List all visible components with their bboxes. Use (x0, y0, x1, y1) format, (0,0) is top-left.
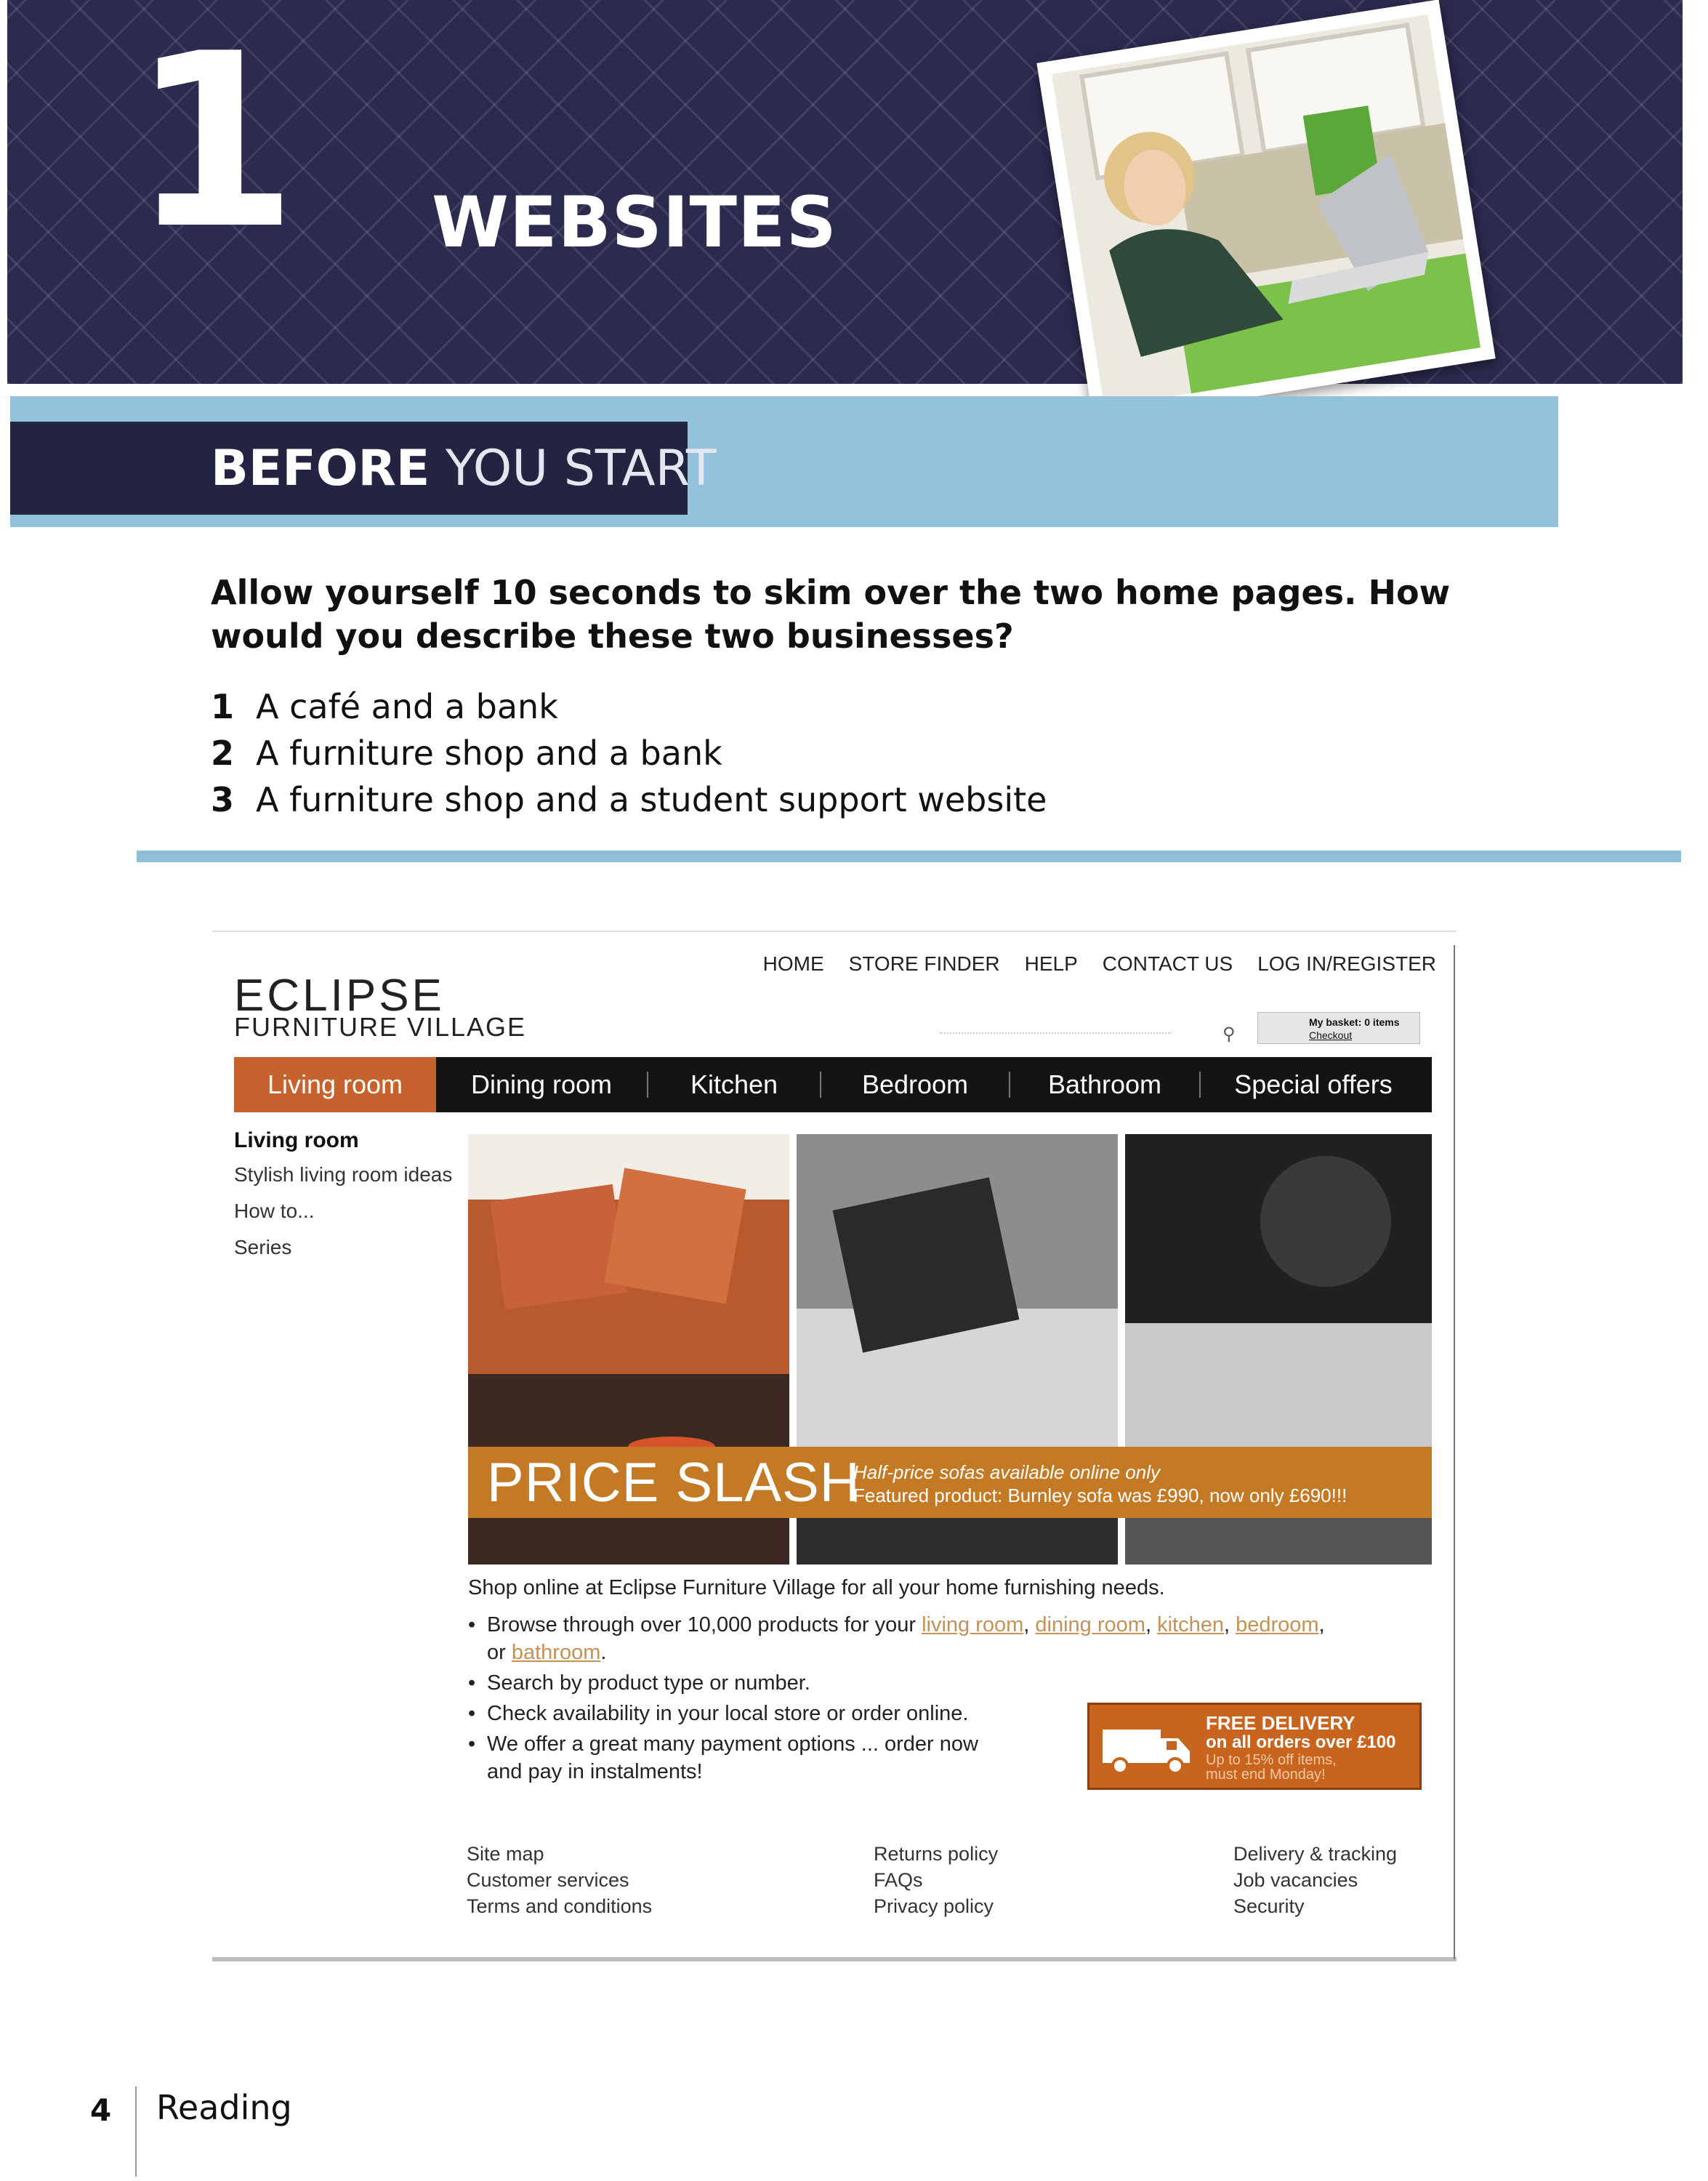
promo-featured-product: Featured product: Burnley sofa was £990, now only £690!!! (853, 1485, 1348, 1506)
footer-link-returns[interactable]: Returns policy (874, 1843, 999, 1865)
nav-help[interactable]: HELP (1024, 952, 1078, 975)
heading-word-you-start: YOU START (445, 440, 717, 497)
bullet-text: Check availability in your local store or order online. (487, 1702, 969, 1725)
scrollbar[interactable] (1454, 945, 1465, 1959)
list-item (468, 1730, 1020, 1786)
footer-divider (135, 2086, 137, 2177)
tab-dining-room[interactable]: Dining room (470, 1069, 613, 1099)
footer-link-privacy[interactable]: Privacy policy (874, 1895, 994, 1917)
answer-number: 3 (211, 780, 235, 819)
website-screenshot (212, 931, 1457, 1959)
footer-link-faqs[interactable]: FAQs (874, 1869, 923, 1891)
footer-link-jobs[interactable]: Job vacancies (1233, 1869, 1358, 1891)
link-dining-room[interactable]: dining room (1035, 1613, 1145, 1636)
intro-text: Shop online at Eclipse Furniture Village for all your home furnishing needs. (468, 1576, 1165, 1599)
bullet-icon: • (468, 1671, 476, 1695)
link-bathroom[interactable]: bathroom (511, 1641, 601, 1664)
free-delivery-banner[interactable] (1087, 1703, 1422, 1790)
bullet-text: Browse through over 10,000 products for your living room, dining room, kitchen, bedroom, or bathroom. (487, 1613, 1325, 1664)
answer-item (211, 687, 1047, 734)
delivery-condition: on all orders over £100 (1206, 1732, 1396, 1752)
bullet-text-instalments: and pay in instalments! (487, 1760, 703, 1783)
tab-living-room[interactable]: Living room (234, 1057, 436, 1112)
footer-link-site-map[interactable]: Site map (467, 1843, 544, 1865)
list-item (468, 1611, 1435, 1666)
delivery-van-icon (1100, 1719, 1194, 1778)
answer-text: A furniture shop and a student support website (256, 780, 1047, 819)
list-item (468, 1669, 1435, 1697)
basket-widget[interactable] (1257, 1012, 1420, 1044)
answer-list (211, 687, 1047, 827)
answer-number: 2 (211, 734, 235, 773)
delivery-title: FREE DELIVERY (1206, 1712, 1355, 1734)
footer-link-customer-services[interactable]: Customer services (467, 1869, 629, 1891)
screenshot-bottom-edge (212, 1957, 1457, 1961)
top-nav (763, 952, 1436, 976)
footer-link-security[interactable]: Security (1233, 1895, 1305, 1917)
answer-text: A furniture shop and a bank (256, 734, 722, 773)
checkout-link[interactable]: Checkout (1309, 1029, 1353, 1041)
sidebar-link-how-to[interactable]: How to... (234, 1200, 315, 1222)
nav-store-finder[interactable]: STORE FINDER (848, 952, 1000, 975)
footer-column (874, 1841, 998, 1919)
category-nav (234, 1057, 1432, 1112)
sidebar-link-stylish-ideas[interactable]: Stylish living room ideas (234, 1163, 453, 1186)
promo-subtitle: Half-price sofas available online only (853, 1461, 1161, 1483)
bullet-icon: • (468, 1613, 476, 1636)
bullet-text-payment: We offer a great many payment options ... order now (487, 1732, 978, 1756)
question-text: Allow yourself 10 seconds to skim over the two home pages. How would you describe these two businesses? (211, 573, 1451, 656)
logo-furniture-village: FURNITURE VILLAGE (234, 1012, 527, 1042)
link-bedroom[interactable]: bedroom (1236, 1613, 1319, 1636)
before-you-start-heading (211, 440, 717, 497)
footer-column (467, 1841, 652, 1919)
answer-item (211, 734, 1047, 780)
tab-kitchen[interactable]: Kitchen (690, 1069, 778, 1099)
footer-link-terms[interactable]: Terms and conditions (467, 1895, 653, 1917)
promo-title: PRICE SLASH (487, 1452, 861, 1514)
search-input[interactable] (939, 1032, 1172, 1034)
footer-column (1233, 1841, 1397, 1919)
unit-number: 1 (131, 2, 298, 281)
answer-number: 1 (211, 687, 235, 726)
price-slash-banner[interactable] (468, 1447, 1432, 1518)
unit-title: WEBSITES (432, 182, 837, 263)
footer-link-delivery[interactable]: Delivery & tracking (1233, 1843, 1398, 1865)
bullet-text-or: or (487, 1641, 506, 1664)
divider-rule (137, 851, 1681, 862)
photo-woman-with-laptop (1036, 0, 1495, 422)
tab-special-offers[interactable]: Special offers (1234, 1069, 1393, 1099)
bullet-text (487, 1730, 978, 1786)
section-label: Reading (156, 2088, 292, 2127)
delivery-small-print-line: Up to 15% off items, (1206, 1752, 1337, 1768)
nav-log-in-register[interactable]: LOG IN/REGISTER (1257, 952, 1436, 975)
delivery-small-print (1206, 1753, 1337, 1782)
page-number: 4 (90, 2092, 112, 2128)
bullet-text-browse: Browse through over 10,000 products for your (487, 1613, 916, 1636)
sidebar-heading: Living room (234, 1128, 359, 1152)
tab-bathroom[interactable]: Bathroom (1047, 1069, 1162, 1099)
bullet-text: Search by product type or number. (487, 1671, 810, 1695)
delivery-small-print-line: must end Monday! (1206, 1767, 1326, 1783)
bullet-icon: • (468, 1702, 476, 1725)
tab-bedroom[interactable]: Bedroom (861, 1069, 969, 1099)
basket-count: My basket: 0 items (1309, 1016, 1400, 1028)
heading-word-before: BEFORE (211, 440, 430, 497)
link-living-room[interactable]: living room (922, 1613, 1024, 1636)
search-icon[interactable]: ⚲ (1222, 1024, 1236, 1044)
nav-contact-us[interactable]: CONTACT US (1102, 952, 1233, 975)
link-kitchen[interactable]: kitchen (1157, 1613, 1224, 1636)
logo-eclipse[interactable]: ECLIPSE (234, 971, 445, 1021)
answer-text: A café and a bank (256, 687, 558, 726)
nav-home[interactable]: HOME (762, 952, 824, 975)
bullet-icon: • (468, 1732, 476, 1756)
sidebar (234, 1128, 452, 1272)
sidebar-link-series[interactable]: Series (234, 1236, 292, 1258)
answer-item (211, 780, 1047, 827)
